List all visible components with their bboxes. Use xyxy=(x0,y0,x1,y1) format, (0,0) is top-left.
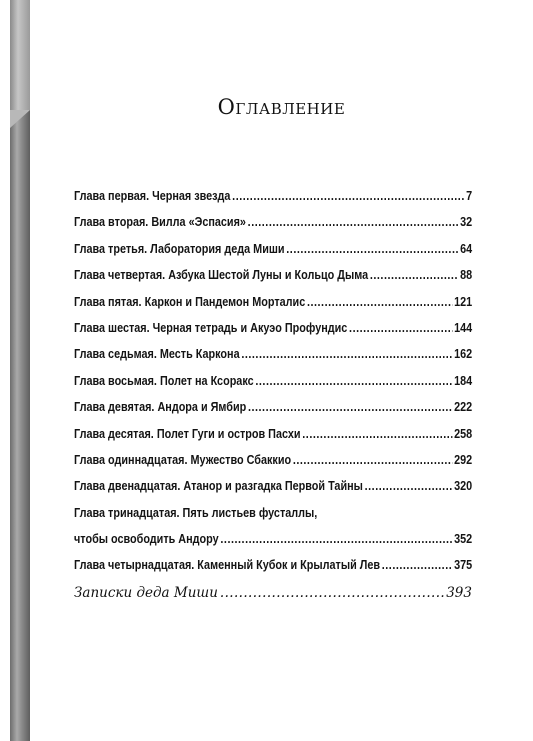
toc-entry-page: 7 xyxy=(466,189,473,203)
leader-dots xyxy=(293,453,453,467)
toc-entry-9[interactable] xyxy=(74,400,472,426)
toc-entry-page: 375 xyxy=(454,558,473,573)
leader-dots xyxy=(220,532,452,546)
toc-entry-1[interactable] xyxy=(74,189,472,215)
leader-dots xyxy=(220,585,444,601)
toc-entry-title: Глава одиннадцатая. Мужество Сбаккио xyxy=(74,452,292,467)
toc-entry-8[interactable] xyxy=(74,374,472,400)
toc-entry-page: 222 xyxy=(454,400,473,415)
leader-dots xyxy=(232,189,464,203)
toc-entry-page: 88 xyxy=(460,268,473,283)
toc-entry-title: Глава тринадцатая. Пять листьев фусталлы, xyxy=(74,505,318,520)
leader-dots xyxy=(370,268,459,282)
leader-dots xyxy=(307,295,452,309)
toc-entry-page: 64 xyxy=(460,241,473,256)
page-title: Оглавление xyxy=(217,95,346,119)
toc-entry-2[interactable] xyxy=(74,215,472,241)
toc-entry-4[interactable] xyxy=(74,268,472,294)
toc-entry-6[interactable] xyxy=(74,321,472,347)
toc-entry-notes[interactable] xyxy=(74,585,472,609)
leader-dots xyxy=(382,558,453,572)
toc-notes-title: Записки деда Миши xyxy=(74,584,218,601)
leader-dots xyxy=(286,242,458,256)
toc-entry-5[interactable] xyxy=(74,295,472,321)
leader-dots xyxy=(248,400,452,414)
toc-entry-12[interactable] xyxy=(74,479,472,505)
toc-entry-page: 320 xyxy=(454,479,473,494)
toc-entry-title: Глава двенадцатая. Атанор и разгадка Первой Тайны xyxy=(74,479,363,494)
toc-entry-7[interactable] xyxy=(74,347,472,373)
leader-dots xyxy=(302,427,452,441)
toc-entry-title: Глава четвертая. Азбука Шестой Луны и Кольцо Дыма xyxy=(74,268,369,283)
leader-dots xyxy=(365,479,453,493)
toc-entry-title: Глава третья. Лаборатория деда Миши xyxy=(74,241,285,256)
toc-entry-14[interactable] xyxy=(74,558,472,584)
toc-entry-title: Глава пятая. Каркон и Пандемон Морталис xyxy=(74,294,306,309)
toc-entry-title: Глава восьмая. Полет на Ксоракс xyxy=(74,373,254,388)
toc-entry-title: Глава вторая. Вилла «Эспасия» xyxy=(74,215,246,230)
toc-notes-page: 393 xyxy=(446,584,472,601)
toc-entry-page: 162 xyxy=(454,347,473,362)
toc-entry-13-line-2[interactable] xyxy=(74,532,472,558)
leader-dots xyxy=(241,347,452,361)
book-page xyxy=(30,0,533,741)
toc-entry-13-line-1[interactable] xyxy=(74,506,472,532)
toc-entry-title: Глава первая. Черная звезда xyxy=(74,189,231,203)
toc-entry-page: 32 xyxy=(460,215,473,230)
toc-entry-10[interactable] xyxy=(74,427,472,453)
toc-entry-page: 292 xyxy=(454,452,473,467)
toc-entry-page: 352 xyxy=(454,532,473,547)
toc-entry-title-continued: чтобы освободить Андору xyxy=(74,532,219,547)
toc-entry-11[interactable] xyxy=(74,453,472,479)
leader-dots xyxy=(349,321,452,335)
leader-dots xyxy=(255,374,452,388)
toc-entry-page: 144 xyxy=(454,320,473,335)
toc-entry-title: Глава десятая. Полет Гуги и остров Пасхи xyxy=(74,426,301,441)
toc-entry-page: 121 xyxy=(454,294,473,309)
toc-entry-3[interactable] xyxy=(74,242,472,268)
toc-entry-title: Глава седьмая. Месть Каркона xyxy=(74,347,240,362)
toc-entry-title: Глава четырнадцатая. Каменный Кубок и Крылатый Лев xyxy=(74,558,381,573)
toc-entry-title: Глава девятая. Андора и Ямбир xyxy=(74,400,247,415)
toc-entry-page: 258 xyxy=(454,426,473,441)
book-spine-cap xyxy=(10,0,30,110)
toc-entry-page: 184 xyxy=(454,373,473,388)
table-of-contents xyxy=(74,189,472,609)
toc-entry-title: Глава шестая. Черная тетрадь и Акуэо Профундис xyxy=(74,320,348,335)
leader-dots xyxy=(248,215,459,229)
